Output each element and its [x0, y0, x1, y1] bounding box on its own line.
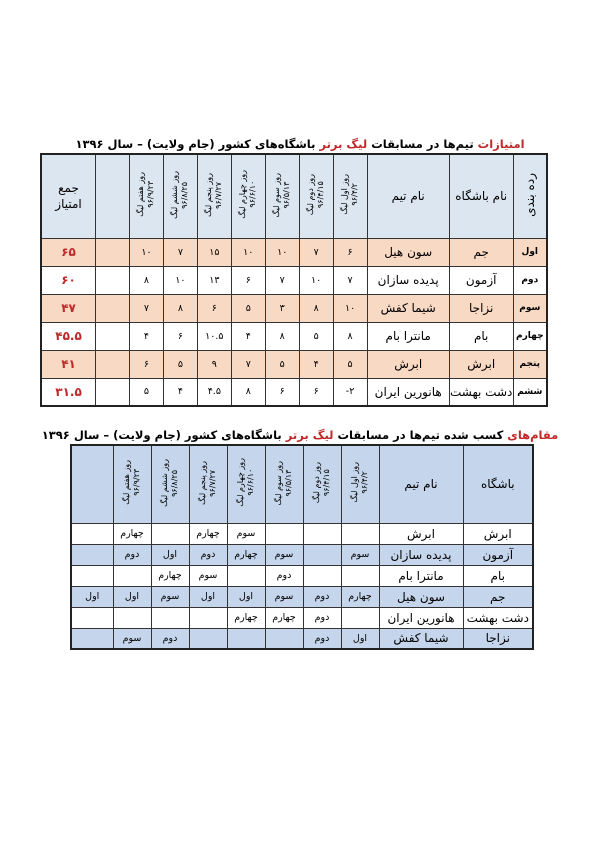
team-cell: پدیده سازان	[379, 544, 463, 565]
table2-title-part3: لیگ برتر	[285, 428, 334, 442]
team-cell: پدیده سازان	[367, 266, 449, 294]
table1-title-part4: باشگاه‌های کشور (جام ولایت) – سال ۱۳۹۶	[75, 137, 320, 151]
place-cell: دوم	[303, 628, 341, 649]
club-cell: نزاجا	[463, 628, 533, 649]
table1-header-row	[41, 154, 547, 238]
rank-cell: دوم	[513, 266, 547, 294]
blank-cell	[96, 322, 130, 350]
place-cell	[303, 523, 341, 544]
place-cell: سوم	[265, 544, 303, 565]
table2-title-part4: باشگاه‌های کشور (جام ولایت) – سال ۱۳۹۶	[41, 428, 286, 442]
table-row	[71, 523, 533, 544]
place-cell: دوم	[189, 544, 227, 565]
score-cell: ۱۰	[265, 238, 299, 266]
total-cell: ۴۷	[41, 294, 96, 322]
place-cell	[265, 628, 303, 649]
extra-cell	[71, 628, 113, 649]
t2-header-day-7: روز هفتم لیگ ۹۶/۹/۲۳	[113, 445, 151, 523]
table-row	[71, 565, 533, 586]
score-cell: ۵	[299, 322, 333, 350]
t2-header-day-2: روز دوم لیگ ۹۶/۴/۱۵	[303, 445, 341, 523]
place-cell: دوم	[303, 607, 341, 628]
place-cell: اول	[151, 544, 189, 565]
team-cell: هانورین ایران	[367, 378, 449, 406]
score-cell: ۱۰.۵	[197, 322, 231, 350]
place-cell: دوم	[303, 586, 341, 607]
score-cell: ۶	[129, 350, 163, 378]
total-cell: ۶۵	[41, 238, 96, 266]
table1-title	[0, 137, 600, 151]
club-cell: جم	[449, 238, 513, 266]
t2-header-day-6: روز ششم لیگ ۹۶/۸/۲۵	[151, 445, 189, 523]
extra-cell: اول	[71, 586, 113, 607]
score-cell: ۱۰	[231, 238, 265, 266]
header-day-2: روز دوم لیگ ۹۶/۴/۱۵	[299, 154, 333, 238]
place-cell: چهارم	[151, 565, 189, 586]
team-cell: مانترا بام	[367, 322, 449, 350]
score-cell: ۱۰	[163, 266, 197, 294]
total-cell: ۴۱	[41, 350, 96, 378]
score-cell: ۷	[333, 266, 367, 294]
score-cell: ۶	[265, 378, 299, 406]
score-cell: ۳	[265, 294, 299, 322]
score-cell: ۴.۵	[197, 378, 231, 406]
place-cell	[303, 544, 341, 565]
score-cell: ۵	[265, 350, 299, 378]
table-row	[41, 322, 547, 350]
place-cell	[189, 628, 227, 649]
score-cell: ۱۰	[333, 294, 367, 322]
extra-cell	[71, 544, 113, 565]
place-cell	[341, 523, 379, 544]
place-cell: اول	[113, 586, 151, 607]
team-cell: سون هیل	[367, 238, 449, 266]
table2-title	[0, 428, 600, 442]
table-row	[71, 628, 533, 649]
extra-cell	[71, 523, 113, 544]
score-cell: ۱۰	[299, 266, 333, 294]
team-cell: مانترا بام	[379, 565, 463, 586]
header-day-6: روز ششم لیگ ۹۶/۸/۲۵	[163, 154, 197, 238]
header-team: نام تیم	[367, 154, 449, 238]
club-cell: ابرش	[449, 350, 513, 378]
place-cell	[227, 565, 265, 586]
club-cell: جم	[463, 586, 533, 607]
rank-cell: پنجم	[513, 350, 547, 378]
score-cell: ۶	[333, 238, 367, 266]
table-row	[41, 294, 547, 322]
t2-header-blank	[71, 445, 113, 523]
t2-header-day-4: روز چهارم لیگ ۹۶/۶/۱۰	[227, 445, 265, 523]
score-cell: ۱۳	[197, 266, 231, 294]
club-cell: بام	[449, 322, 513, 350]
score-cell: ۹	[197, 350, 231, 378]
score-cell: ۶	[299, 378, 333, 406]
table2-header-row	[71, 445, 533, 523]
table1-title-part1: امتیازات	[477, 137, 525, 151]
place-cell: چهارم	[189, 523, 227, 544]
score-cell: ۲-	[333, 378, 367, 406]
total-cell: ۳۱.۵	[41, 378, 96, 406]
table-row	[71, 544, 533, 565]
place-cell: سوم	[227, 523, 265, 544]
place-cell: دوم	[151, 628, 189, 649]
team-cell: شیما کفش	[367, 294, 449, 322]
score-cell: ۸	[299, 294, 333, 322]
t2-header-team: نام تیم	[379, 445, 463, 523]
score-cell: ۸	[231, 378, 265, 406]
rank-cell: اول	[513, 238, 547, 266]
place-cell	[113, 607, 151, 628]
place-cell: سوم	[151, 586, 189, 607]
header-day-1: روز اول لیگ ۹۶/۴/۲	[333, 154, 367, 238]
score-cell: ۴	[163, 378, 197, 406]
header-day-5: روز پنجم لیگ ۹۶/۷/۲۷	[197, 154, 231, 238]
score-cell: ۸	[333, 322, 367, 350]
team-cell: سون هیل	[379, 586, 463, 607]
t2-header-day-3: روز سوم لیگ ۹۶/۵/۱۳	[265, 445, 303, 523]
place-cell	[341, 607, 379, 628]
rank-cell: چهارم	[513, 322, 547, 350]
score-cell: ۵	[231, 294, 265, 322]
team-cell: هانورین ایران	[379, 607, 463, 628]
place-cell: اول	[341, 628, 379, 649]
club-cell: دشت بهشت	[463, 607, 533, 628]
place-cell	[303, 565, 341, 586]
place-cell	[151, 607, 189, 628]
table-row	[71, 586, 533, 607]
score-cell: ۷	[129, 294, 163, 322]
place-cell: چهارم	[341, 586, 379, 607]
header-blank	[96, 154, 130, 238]
total-cell: ۶۰	[41, 266, 96, 294]
place-cell	[113, 565, 151, 586]
club-cell: ابرش	[463, 523, 533, 544]
table1-title-part2: تیم‌ها در مسابقات	[367, 137, 478, 151]
place-cell: چهارم	[227, 544, 265, 565]
place-cell: اول	[189, 586, 227, 607]
table-row	[71, 607, 533, 628]
t2-header-day-5: روز پنجم لیگ ۹۶/۷/۲۷	[189, 445, 227, 523]
score-cell: ۷	[163, 238, 197, 266]
table-row	[41, 378, 547, 406]
rank-cell: سوم	[513, 294, 547, 322]
blank-cell	[96, 238, 130, 266]
score-cell: ۱۵	[197, 238, 231, 266]
score-cell: ۴	[231, 322, 265, 350]
place-cell: چهارم	[227, 607, 265, 628]
place-cell: چهارم	[265, 607, 303, 628]
team-cell: ابرش	[379, 523, 463, 544]
place-cell: سوم	[113, 628, 151, 649]
place-cell	[341, 565, 379, 586]
header-day-7: روز هفتم لیگ ۹۶/۹/۲۳	[129, 154, 163, 238]
place-cell: چهارم	[113, 523, 151, 544]
score-cell: ۸	[163, 294, 197, 322]
place-cell	[227, 628, 265, 649]
blank-cell	[96, 294, 130, 322]
place-cell: سوم	[341, 544, 379, 565]
score-cell: ۵	[129, 378, 163, 406]
table-row	[41, 238, 547, 266]
t2-header-club: باشگاه	[463, 445, 533, 523]
extra-cell	[71, 565, 113, 586]
total-cell: ۴۵.۵	[41, 322, 96, 350]
club-cell: آزمون	[449, 266, 513, 294]
club-cell: نزاجا	[449, 294, 513, 322]
score-cell: ۶	[163, 322, 197, 350]
place-cell: سوم	[189, 565, 227, 586]
blank-cell	[96, 378, 130, 406]
place-cell: اول	[227, 586, 265, 607]
score-cell: ۶	[197, 294, 231, 322]
team-cell: ابرش	[367, 350, 449, 378]
scores-table	[40, 153, 548, 407]
team-cell: شیما کفش	[379, 628, 463, 649]
score-cell: ۷	[299, 238, 333, 266]
score-cell: ۴	[129, 322, 163, 350]
club-cell: آزمون	[463, 544, 533, 565]
blank-cell	[96, 350, 130, 378]
placements-table	[70, 444, 534, 650]
score-cell: ۷	[265, 266, 299, 294]
club-cell: دشت بهشت	[449, 378, 513, 406]
extra-cell	[71, 607, 113, 628]
place-cell: دوم	[265, 565, 303, 586]
score-cell: ۸	[129, 266, 163, 294]
header-day-3: روز سوم لیگ ۹۶/۵/۱۳	[265, 154, 299, 238]
place-cell	[151, 523, 189, 544]
t2-header-day-1: روز اول لیگ ۹۶/۴/۲	[341, 445, 379, 523]
score-cell: ۸	[265, 322, 299, 350]
table-row	[41, 350, 547, 378]
rank-cell: ششم	[513, 378, 547, 406]
header-rank: رده بندی	[513, 154, 547, 238]
table2-title-part2: کسب شده تیم‌ها در مسابقات	[333, 428, 508, 442]
score-cell: ۵	[163, 350, 197, 378]
header-total: جمع امتیاز	[41, 154, 96, 238]
score-cell: ۷	[231, 350, 265, 378]
place-cell: دوم	[113, 544, 151, 565]
place-cell	[265, 523, 303, 544]
place-cell: سوم	[265, 586, 303, 607]
score-cell: ۱۰	[129, 238, 163, 266]
header-club: نام باشگاه	[449, 154, 513, 238]
table1-title-part3: لیگ برتر	[319, 137, 368, 151]
score-cell: ۵	[333, 350, 367, 378]
blank-cell	[96, 266, 130, 294]
table2-title-part1: مقام‌های	[507, 428, 559, 442]
score-cell: ۴	[299, 350, 333, 378]
table-row	[41, 266, 547, 294]
place-cell	[189, 607, 227, 628]
score-cell: ۶	[231, 266, 265, 294]
club-cell: بام	[463, 565, 533, 586]
header-day-4: روز چهارم لیگ ۹۶/۶/۱۰	[231, 154, 265, 238]
